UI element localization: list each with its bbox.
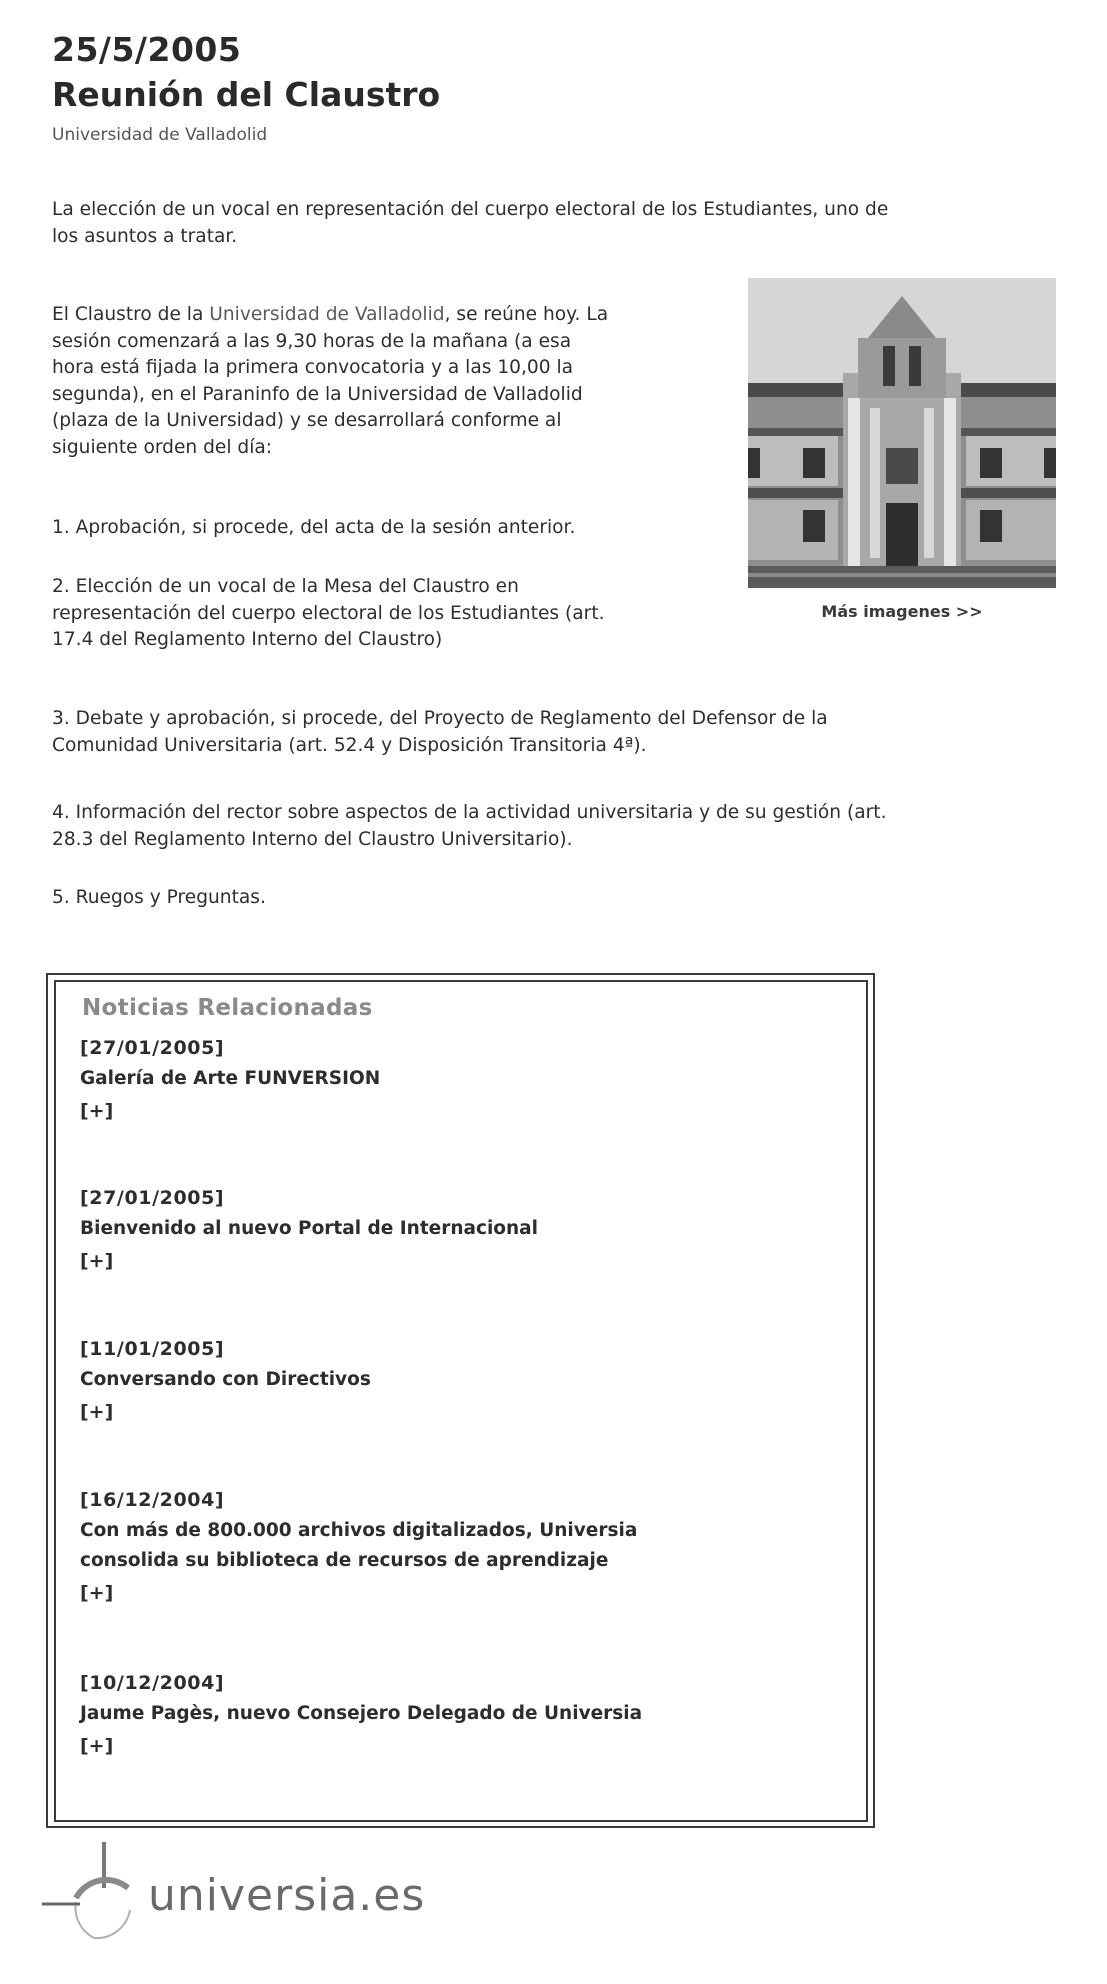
- body-text: El Claustro de la: [52, 304, 210, 325]
- body-line: siguiente orden del día:: [52, 436, 273, 458]
- news-date: [10/12/2004]: [80, 1672, 225, 1694]
- news-headline[interactable]: consolida su biblioteca de recursos de aprendizaje: [80, 1550, 609, 1571]
- article-date: 25/5/2005: [52, 30, 242, 69]
- body-line: segunda), en el Paraninfo de la Universidad de Valladolid: [52, 383, 583, 405]
- news-item: [80, 1667, 642, 1763]
- news-headline[interactable]: Conversando con Directivos: [80, 1369, 371, 1390]
- news-item: [80, 1032, 380, 1128]
- news-more-link[interactable]: [+]: [80, 1582, 114, 1604]
- body-line: hora está fijada la primera convocatoria y a las 10,00 la: [52, 357, 574, 379]
- agenda-line: Comunidad Universitaria (art. 52.4 y Disposición Transitoria 4ª).: [52, 734, 647, 756]
- article-title: Reunión del Claustro: [52, 75, 441, 114]
- agenda-item-3: [52, 706, 828, 759]
- universia-logo-text: universia.es: [148, 1870, 426, 1921]
- intro-line: La elección de un vocal en representación del cuerpo electoral de los Estudiantes, uno de: [52, 199, 889, 220]
- universia-logo-mark-icon: [36, 1838, 146, 1948]
- news-item: [80, 1182, 538, 1278]
- news-more-link[interactable]: [+]: [80, 1401, 114, 1423]
- news-more-link[interactable]: [+]: [80, 1100, 114, 1122]
- agenda-item-2: [52, 574, 605, 654]
- related-news-heading: Noticias Relacionadas: [82, 995, 373, 1021]
- agenda-line: 17.4 del Reglamento Interno del Claustro): [52, 629, 443, 651]
- body-line: (plaza de la Universidad) y se desarrollará conforme al: [52, 410, 562, 432]
- universia-logo[interactable]: [36, 1838, 436, 1948]
- news-headline[interactable]: Jaume Pagès, nuevo Consejero Delegado de Universia: [80, 1703, 643, 1724]
- news-item: [80, 1333, 371, 1429]
- agenda-line: 1. Aprobación, si procede, del acta de la sesión anterior.: [52, 517, 576, 538]
- news-more-link[interactable]: [+]: [80, 1250, 114, 1272]
- body-line: sesión comenzará a las 9,30 horas de la mañana (a esa: [52, 330, 572, 352]
- news-date: [27/01/2005]: [80, 1037, 225, 1059]
- building-illustration: [748, 278, 1056, 588]
- agenda-line: 2. Elección de un vocal de la Mesa del Claustro en: [52, 576, 519, 597]
- agenda-line: 28.3 del Reglamento Interno del Claustro Universitario).: [52, 828, 573, 850]
- news-headline[interactable]: Bienvenido al nuevo Portal de Internacional: [80, 1218, 539, 1239]
- agenda-line: 5. Ruegos y Preguntas.: [52, 887, 266, 908]
- article-body: [52, 302, 608, 462]
- intro-line: los asuntos a tratar.: [52, 225, 238, 247]
- news-date: [27/01/2005]: [80, 1187, 225, 1209]
- university-building-photo[interactable]: [748, 278, 1056, 588]
- news-item: [80, 1484, 637, 1610]
- body-text: , se reúne hoy. La: [444, 304, 609, 325]
- agenda-item-1: [52, 515, 575, 542]
- article-intro: [52, 197, 888, 250]
- agenda-line: 3. Debate y aprobación, si procede, del Proyecto de Reglamento del Defensor de la: [52, 708, 828, 729]
- news-headline[interactable]: Con más de 800.000 archivos digitalizados, Universia: [80, 1520, 638, 1541]
- university-link[interactable]: Universidad de Valladolid: [209, 304, 445, 325]
- article-source: Universidad de Valladolid: [52, 125, 268, 145]
- agenda-line: 4. Información del rector sobre aspectos de la actividad universitaria y de su gestión (art.: [52, 802, 887, 823]
- news-headline[interactable]: Galería de Arte FUNVERSION: [80, 1068, 381, 1089]
- body-line: [52, 302, 608, 329]
- agenda-item-5: [52, 885, 266, 912]
- more-images-link[interactable]: Más imagenes >>: [821, 602, 983, 621]
- agenda-item-4: [52, 800, 886, 853]
- news-more-link[interactable]: [+]: [80, 1735, 114, 1757]
- news-date: [16/12/2004]: [80, 1489, 225, 1511]
- agenda-line: representación del cuerpo electoral de los Estudiantes (art.: [52, 602, 605, 624]
- news-date: [11/01/2005]: [80, 1338, 225, 1360]
